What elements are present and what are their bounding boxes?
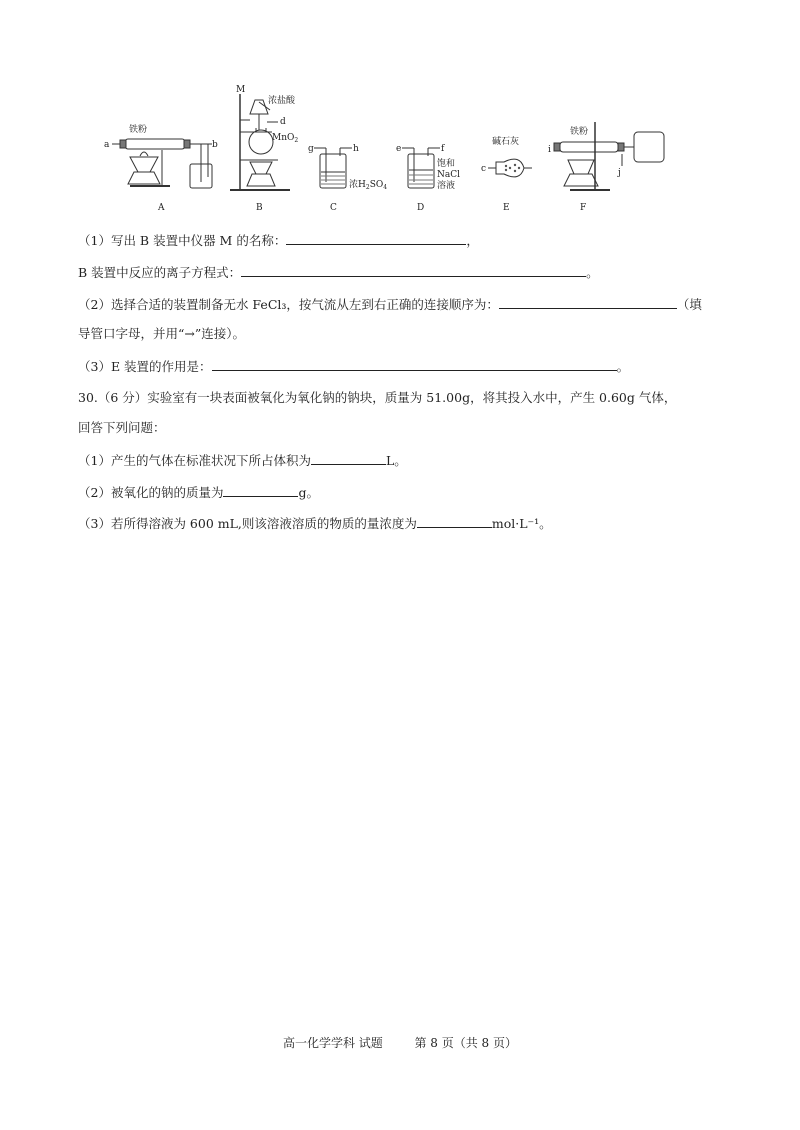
caption-d: D (417, 203, 425, 213)
caption-b: B (256, 203, 263, 213)
footer-subject: 高一化学学科 试题 (282, 1036, 383, 1050)
question-29-1a: （1）写出 B 装置中仪器 M 的名称： ， (78, 233, 479, 248)
label-mno2: MnO$_2$ (272, 133, 299, 144)
label-f-iron: 铁粉 (570, 127, 589, 137)
answer-blank[interactable] (286, 232, 466, 245)
question-29-2b: 导管口字母，并用“→”连接）。 (78, 326, 246, 341)
label-solution: 溶液 (437, 181, 456, 191)
label-h: h (353, 144, 359, 154)
label-d: d (280, 117, 286, 127)
footer-page-number: 第 8 页（共 8 页） (414, 1036, 517, 1050)
label-conc-h2so4: 浓$H_2SO_4$ (349, 180, 388, 191)
answer-blank[interactable] (212, 358, 617, 371)
label-j: j (618, 168, 621, 178)
label-c: c (481, 164, 487, 174)
arrow-icon: → (184, 326, 195, 341)
label-e: e (396, 144, 402, 154)
apparatus-d (402, 148, 440, 188)
question-30-1: （1）产生的气体在标准状况下所占体积为 L。 (78, 453, 407, 468)
caption-c: C (330, 203, 337, 213)
caption-f: F (580, 203, 587, 213)
answer-blank[interactable] (311, 452, 386, 465)
question-30-2: （2）被氧化的钠的质量为 g。 (78, 485, 319, 500)
label-m: M (236, 85, 246, 95)
label-i: i (548, 145, 551, 155)
apparatus-e (488, 159, 532, 177)
label-a-iron: 铁粉 (129, 125, 148, 135)
question-29-3: （3）E 装置的作用是： 。 (78, 359, 630, 374)
label-saturated: 饱和 (437, 159, 456, 169)
question-29-2a: （2）选择合适的装置制备无水 FeCl₃，按气流从左到右正确的连接顺序为： （填 (78, 297, 702, 312)
answer-blank[interactable] (499, 296, 677, 309)
label-g: g (308, 144, 314, 154)
answer-blank[interactable] (223, 484, 298, 497)
page-footer (0, 1034, 800, 1051)
caption-a: A (158, 203, 165, 213)
answer-blank[interactable] (241, 264, 586, 277)
question-30-prompt: 回答下列问题： (78, 420, 166, 435)
question-29-1b: B 装置中反应的离子方程式： 。 (78, 265, 599, 280)
label-nacl: NaCl (437, 170, 461, 180)
question-30-3: （3）若所得溶液为 600 mL,则该溶液溶质的物质的量浓度为 mol·L⁻¹。 (78, 516, 552, 531)
apparatus-figure (100, 82, 670, 217)
apparatus-a (112, 139, 212, 188)
label-a: a (104, 140, 110, 150)
question-30-stem: 30.（6 分）实验室有一块表面被氧化为氧化钠的钠块，质量为 51.00g，将其投入水中，产生 0.60g 气体， (78, 390, 677, 405)
label-conc-hcl: 浓盐酸 (268, 96, 296, 106)
caption-e: E (503, 203, 510, 213)
label-soda-lime: 碱石灰 (492, 137, 520, 147)
label-b: b (212, 140, 218, 150)
answer-blank[interactable] (417, 515, 492, 528)
apparatus-diagram (100, 82, 670, 217)
apparatus-c (314, 148, 352, 188)
label-f: f (441, 144, 445, 154)
